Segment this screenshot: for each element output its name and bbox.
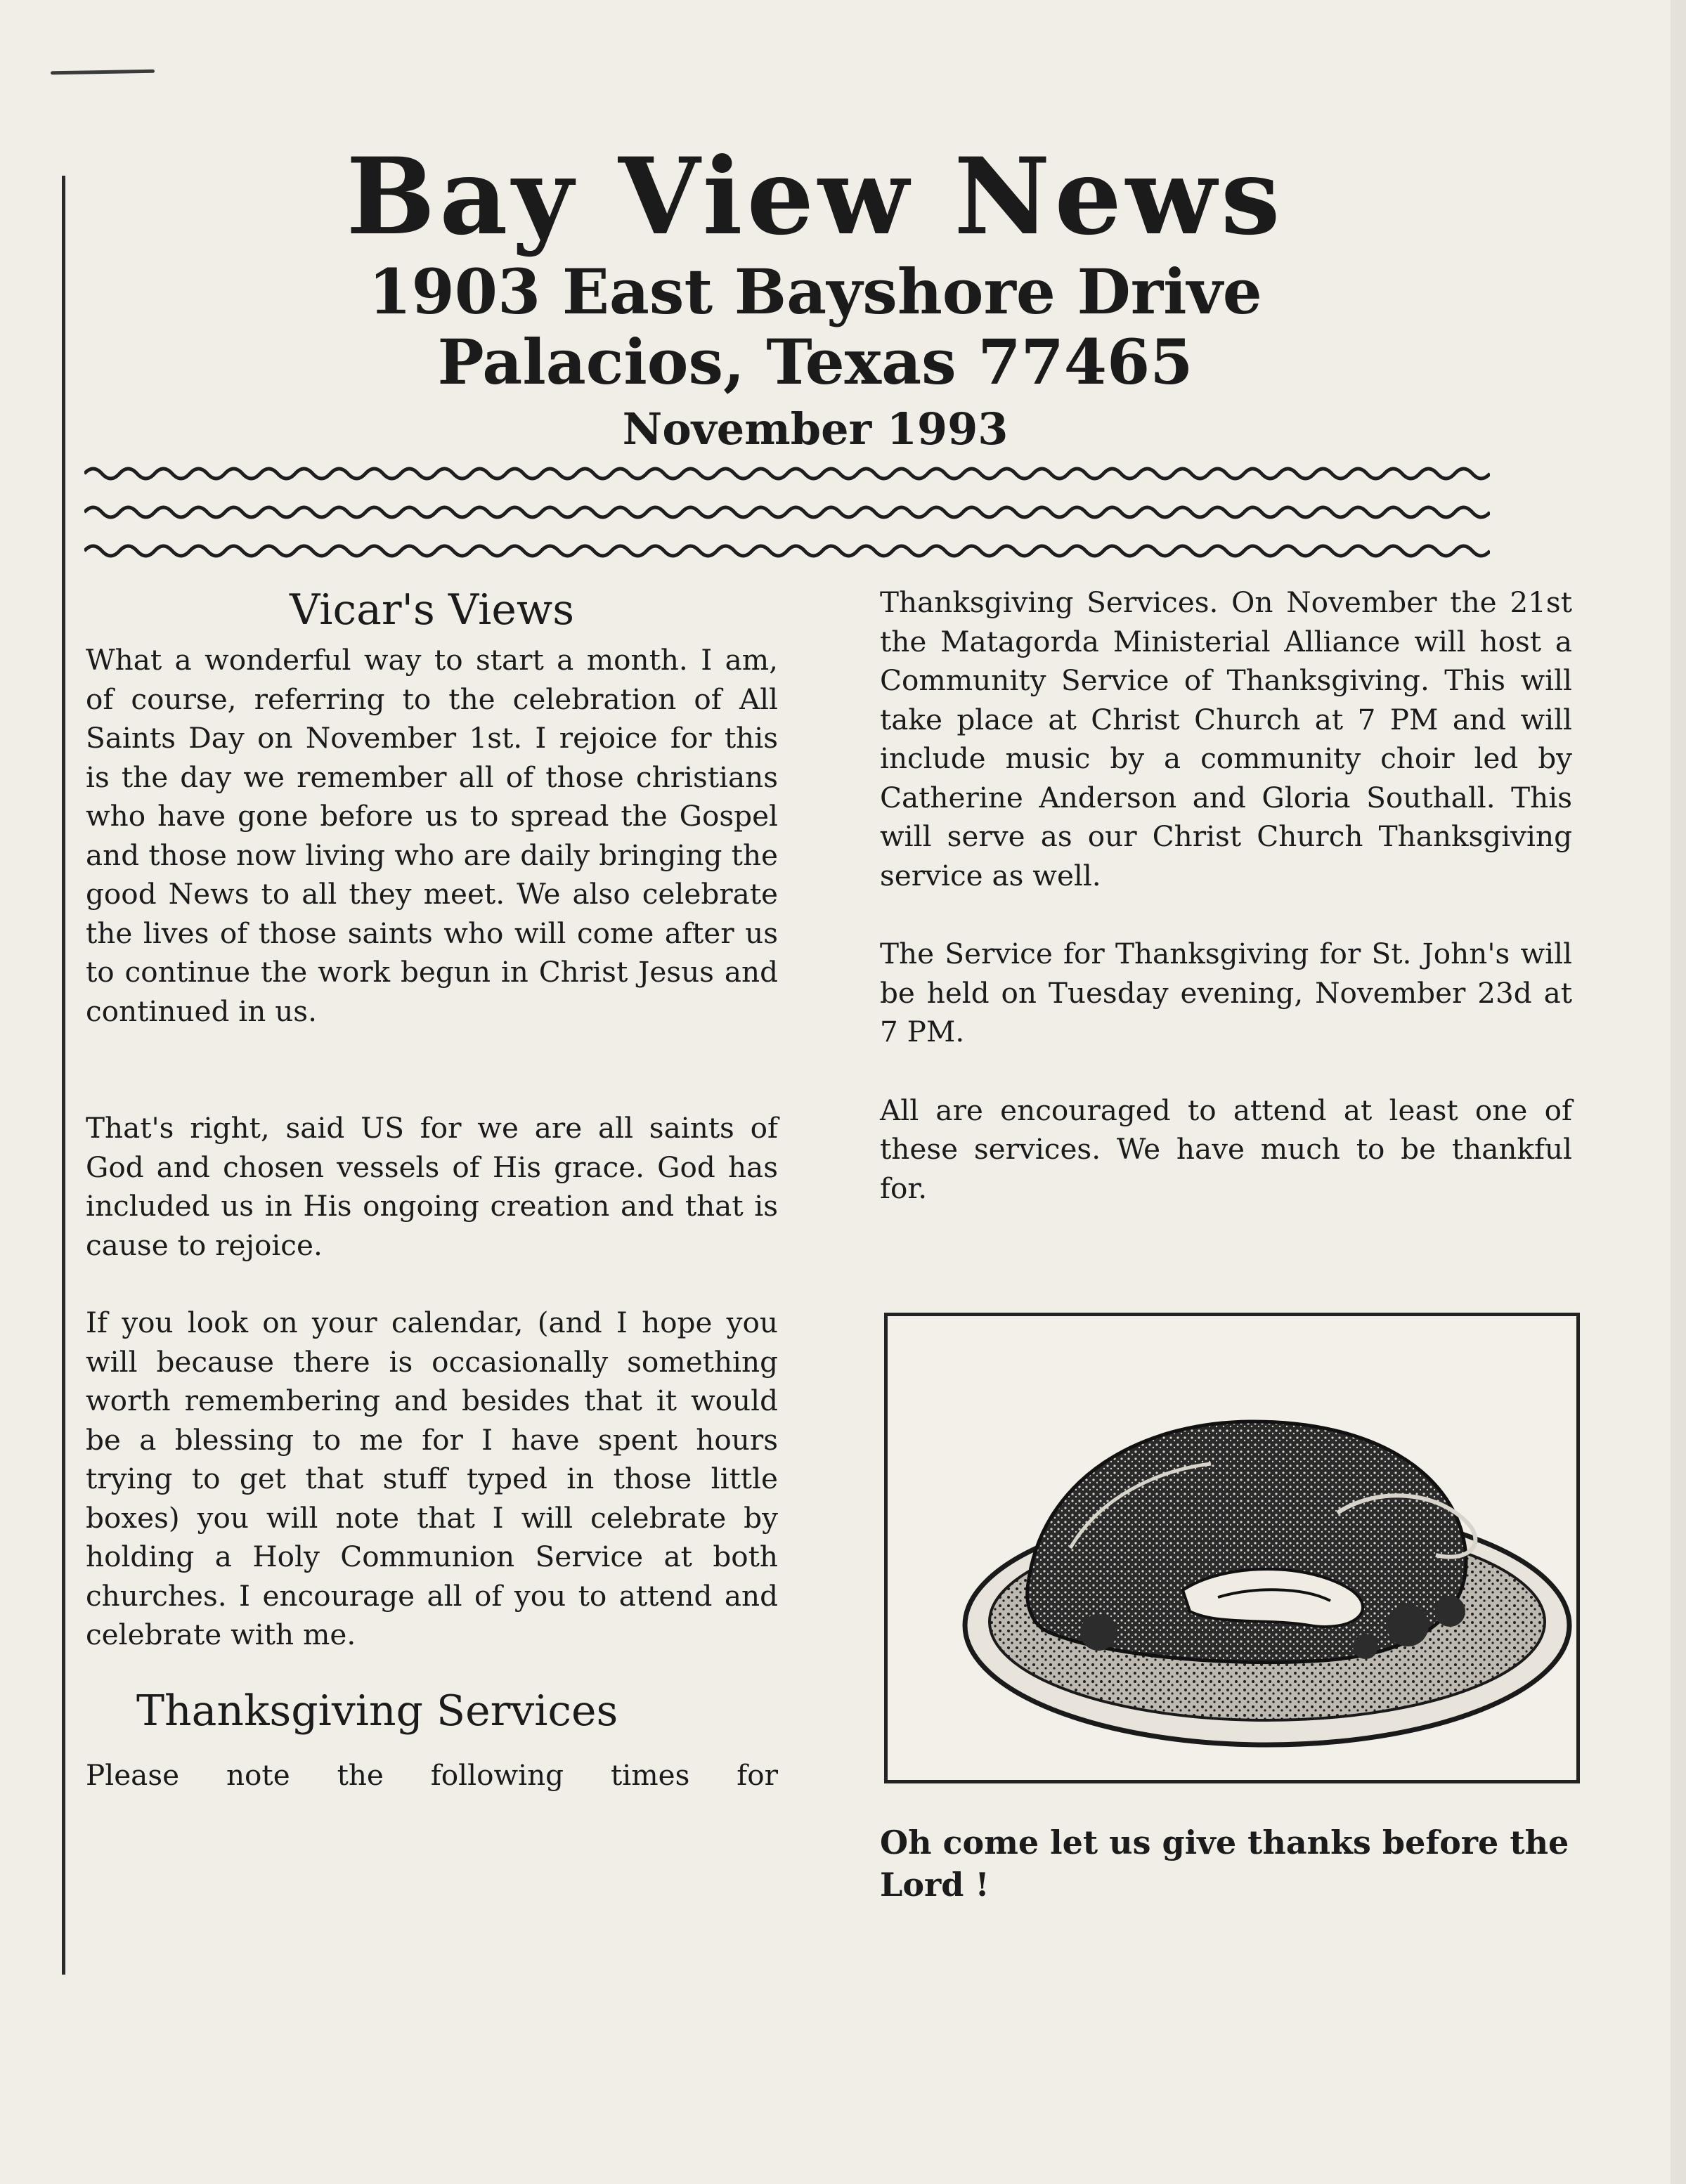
st-johns-service-paragraph: The Service for Thanksgiving for St. John's will be held on Tuesday evening, November 23d at 7 PM.	[880, 937, 1572, 1048]
right-column	[880, 583, 1572, 1208]
closing-verse: Oh come let us give thanks before the Lord !	[880, 1824, 1569, 1904]
vicars-views-paragraph-2: That's right, said US for we are all saints of God and chosen vessels of His grace. God has included us in His ongoing creation and that is cause to rejoice.	[86, 1111, 778, 1262]
thanksgiving-paragraph-continued: Thanksgiving Services. On November the 21st the Matagorda Ministerial Alliance will host a Community Service of Thanksgiving. This will take place at Christ Church at 7 PM and will include music by a community choir led by Catherine Anderson and Gloria Southall. This will serve as our Christ Church Thanksgiving service as well.	[880, 585, 1572, 892]
roast-turkey-icon	[888, 1316, 1576, 1780]
masthead	[295, 137, 1335, 457]
thanksgiving-heading: Thanksgiving Services	[136, 1686, 618, 1736]
vicars-views-paragraph-3: If you look on your calendar, (and I hope you will because there is occasionally something worth remembering and besides that it would be a blessing to me for I have spent hours trying to get that stuff typed in those little boxes) you will note that I will celebrate by holding a Holy Communion Service at both churches. I encourage all of you to attend and celebrate with me.	[86, 1306, 778, 1651]
left-column-rule	[62, 176, 65, 1975]
wavy-divider-3	[84, 541, 1490, 561]
issue-date: November 1993	[622, 403, 1009, 455]
encouragement-paragraph: All are encouraged to attend at least one of these services. We have much to be thankful for.	[880, 1093, 1572, 1205]
wavy-divider-1	[84, 464, 1490, 483]
vicars-views-heading: Vicar's Views	[290, 585, 574, 635]
vicars-views-paragraph-1: What a wonderful way to start a month. I am, of course, referring to the celebration of All Saints Day on November 1st. I rejoice for this is the day we remember all of those christians who have gone before us to spread the Gospel and those now living who are daily bringing the good News to all they meet. We also celebrate the lives of those saints who will come after us to continue the work begun in Christ Jesus and continued in us.	[86, 643, 778, 1028]
masthead-address: 1903 East Bayshore Drive	[368, 255, 1262, 328]
staple-mark	[51, 70, 155, 75]
left-column	[86, 585, 778, 1795]
thanksgiving-paragraph-start: Please note the following times for	[86, 1757, 778, 1792]
newsletter-title: Bay View News	[346, 135, 1285, 259]
turkey-illustration	[884, 1313, 1580, 1783]
page-edge	[1671, 0, 1686, 2184]
masthead-city: Palacios, Texas 77465	[437, 325, 1193, 398]
wavy-divider-2	[84, 502, 1490, 522]
